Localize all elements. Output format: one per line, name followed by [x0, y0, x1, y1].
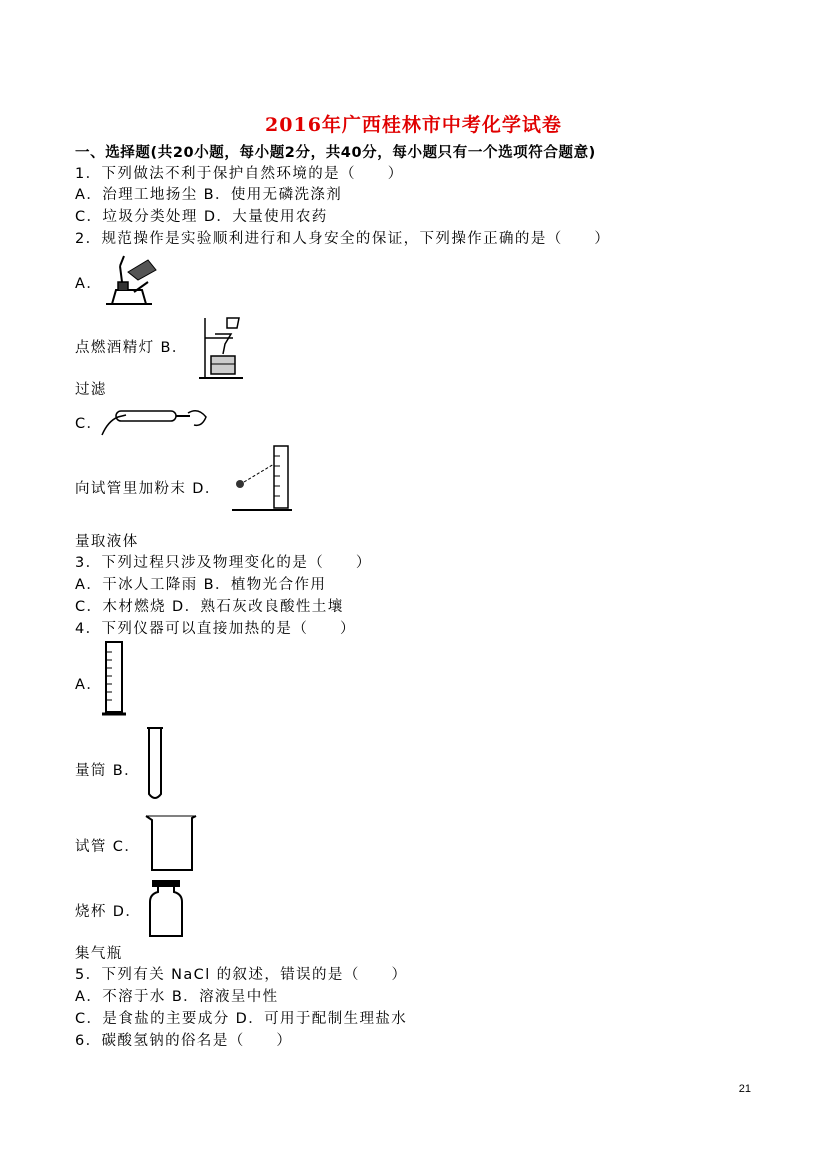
page-title: 2016年广西桂林市中考化学试卷: [265, 114, 562, 136]
q2-stem: 2．规范操作是实验顺利进行和人身安全的保证，下列操作正确的是（ ）: [75, 231, 611, 247]
gas-bottle-icon: [146, 878, 186, 940]
q3-options-cd: C．木材燃烧 D．熟石灰改良酸性土壤: [75, 599, 344, 615]
section-heading: 一、选择题(共20小题，每小题2分，共40分，每小题只有一个选项符合题意): [75, 145, 596, 161]
q2-option-c-label: C．: [75, 416, 103, 432]
q4-option-b-caption-c-label: 试管 C．: [75, 839, 141, 855]
q4-option-a-label: A．: [75, 677, 103, 693]
q3-stem: 3．下列过程只涉及物理变化的是（ ）: [75, 555, 372, 571]
beaker-icon: [144, 812, 198, 874]
q1-options-cd: C．垃圾分类处理 D．大量使用农药: [75, 209, 328, 225]
q2-option-b-caption: 过滤: [75, 382, 107, 398]
page-number: 21: [738, 1083, 751, 1095]
q4-stem: 4．下列仪器可以直接加热的是（ ）: [75, 621, 356, 637]
q1-stem: 1．下列做法不利于保护自然环境的是（ ）: [75, 166, 404, 182]
q5-options-cd: C．是食盐的主要成分 D．可用于配制生理盐水: [75, 1011, 408, 1027]
q2-option-a-label: A．: [75, 276, 103, 292]
q3-options-ab: A．干冰人工降雨 B．植物光合作用: [75, 577, 327, 593]
q1-options-ab: A．治理工地扬尘 B．使用无磷洗涤剂: [75, 187, 343, 203]
test-tube-powder-icon: [98, 399, 210, 439]
q4-option-d-caption: 集气瓶: [75, 946, 123, 962]
q2-option-d-caption: 量取液体: [75, 534, 139, 550]
graduated-cylinder-reading-icon: [230, 444, 294, 514]
graduated-cylinder-icon: [100, 640, 130, 718]
q2-option-a-caption-b-label: 点燃酒精灯 B．: [75, 340, 188, 356]
filtration-icon: [197, 314, 245, 380]
q5-options-ab: A．不溶于水 B．溶液呈中性: [75, 989, 279, 1005]
q5-stem: 5．下列有关 NaCl 的叙述，错误的是（ ）: [75, 967, 408, 983]
q4-option-a-caption-b-label: 量筒 B．: [75, 763, 141, 779]
q2-option-c-caption-d-label: 向试管里加粉末 D．: [75, 481, 221, 497]
q4-option-c-caption-d-label: 烧杯 D．: [75, 904, 142, 920]
test-tube-icon: [144, 726, 166, 804]
alcohol-lamp-lighting-icon: [98, 252, 160, 310]
q6-stem: 6．碳酸氢钠的俗名是（ ）: [75, 1033, 293, 1049]
